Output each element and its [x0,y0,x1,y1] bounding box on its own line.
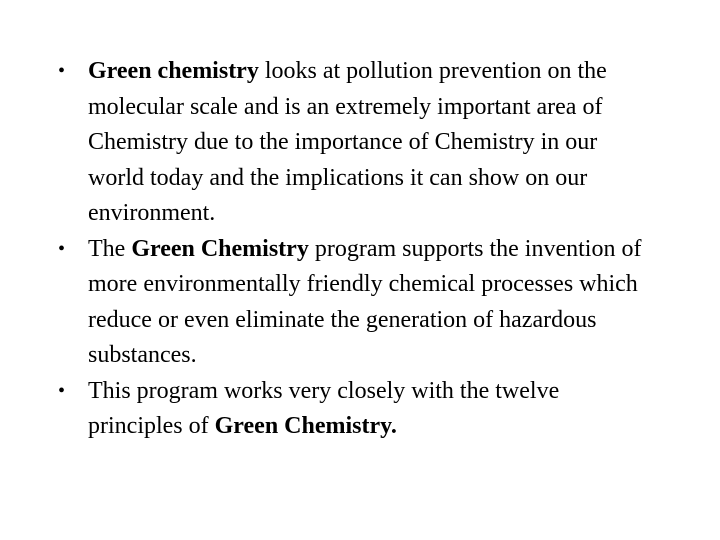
bullet-1-text: looks at pollution prevention on the molecular scale and is an extremely important area of Chemistry due to the importance of Chemistry in our world today and the implications it can show on our environment. [88,58,607,226]
bullet-icon: • [58,237,66,260]
bullet-item-green-chemistry-definition [58,54,658,232]
bullet-3-text-before: This program works very closely with the twelve principles of [88,377,560,439]
bullet-2-bold: Green Chemistry [131,235,309,262]
bullet-2-text-after: program supports the invention of more environmentally friendly chemical processes which reduce or even eliminate the generation of hazardous substances. [88,235,642,368]
bullet-item-twelve-principles [58,374,658,445]
bullet-icon: • [58,60,66,82]
bullet-1-bold-lead: Green chemistry [88,58,259,84]
bullet-icon: • [58,379,66,402]
bullet-list [58,54,658,445]
bullet-2-text-before: The [88,235,132,262]
bullet-item-program-support [58,232,658,374]
bullet-3-bold: Green Chemistry. [214,413,397,439]
